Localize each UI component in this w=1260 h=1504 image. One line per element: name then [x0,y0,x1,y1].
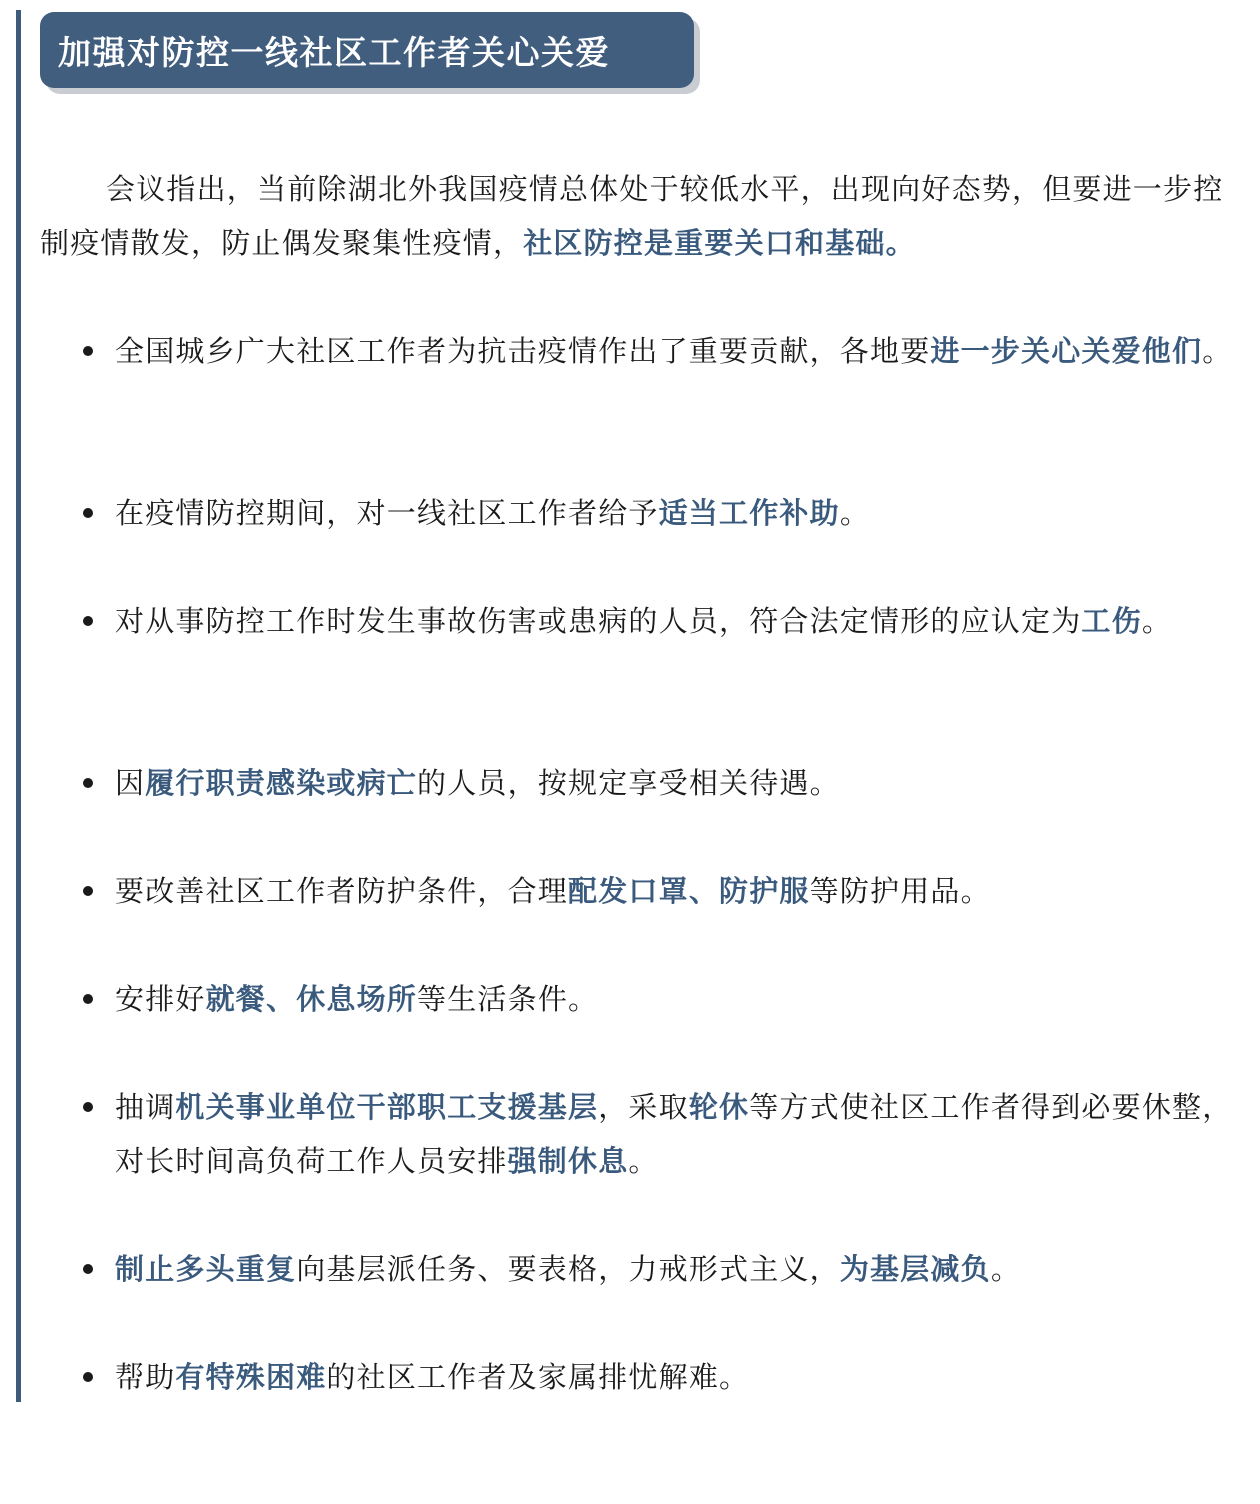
body-text: 等生活条件。 [417,982,599,1016]
highlighted-text: 社区防控是重要关口和基础。 [523,226,916,260]
body-text: 会议指出，当前除湖北外我国疫情总体处于较低水平，出现向好态势，但要进一步控制疫情散发，防止偶发聚集性疫情， [40,172,1224,260]
list-item [115,1242,1243,1296]
body-text: 安排好 [115,982,206,1016]
body-text: 对从事防控工作时发生事故伤害或患病的人员，符合法定情形的应认定为 [115,604,1082,638]
highlighted-text: 为基层减负 [839,1252,991,1286]
bullet-dot [83,1264,93,1274]
list-item [115,972,1243,1026]
body-text: 等方式使社区工作者得到必要休整，对长时间高负荷工作人员安排 [115,1090,1233,1178]
body-text: 抽调 [115,1090,176,1124]
list-item [115,864,1243,918]
bullet-dot [83,346,93,356]
bullet-dot [83,886,93,896]
highlighted-text: 制止多头重复 [115,1252,297,1286]
highlighted-text: 适当工作补助 [658,496,840,530]
highlighted-text: 轮休 [688,1090,750,1124]
list-item [115,756,1243,810]
body-text: 向基层派任务、要表格，力戒形式主义， [296,1252,840,1286]
body-text: 在疫情防控期间，对一线社区工作者给予 [115,496,659,530]
body-text: 的社区工作者及家属排忧解难。 [326,1360,750,1394]
highlighted-text: 工伤 [1081,604,1142,638]
highlighted-text: 就餐、休息场所 [205,982,418,1016]
list-item [115,486,1243,540]
body-text: 帮助 [115,1360,176,1394]
highlighted-text: 有特殊困难 [175,1360,327,1394]
highlighted-text: 配发口罩、防护服 [568,874,810,908]
body-text: ，采取 [598,1090,689,1124]
highlighted-text: 强制休息 [507,1144,629,1178]
body-text: 。 [628,1144,659,1178]
list-item [115,594,1243,648]
bullet-dot [83,778,93,788]
list-item [115,324,1243,378]
list-item [115,1080,1243,1188]
body-text: 。 [839,496,871,530]
bullet-dot [83,616,93,626]
bullet-dot [83,508,93,518]
body-text: 等防护用品。 [809,874,991,908]
body-text: 。 [1202,334,1233,368]
body-text: 因 [115,766,146,800]
bullet-dot [83,1102,93,1112]
bullet-dot [83,1372,93,1382]
highlighted-text: 进一步关心关爱他们 [930,334,1203,368]
list-item [115,1350,1243,1404]
body-text: 要改善社区工作者防护条件，合理 [115,874,569,908]
body-text: 全国城乡广大社区工作者为抗击疫情作出了重要贡献，各地要 [115,334,931,368]
body-text: 。 [990,1252,1022,1286]
highlighted-text: 履行职责感染或病亡 [145,766,418,800]
highlighted-text: 机关事业单位干部职工支援基层 [175,1090,599,1124]
section-title: 加强对防控一线社区工作者关心关爱 [58,32,610,72]
body-text: 的人员，按规定享受相关待遇。 [417,766,840,800]
bullet-dot [83,994,93,1004]
body-text: 。 [1141,604,1173,638]
